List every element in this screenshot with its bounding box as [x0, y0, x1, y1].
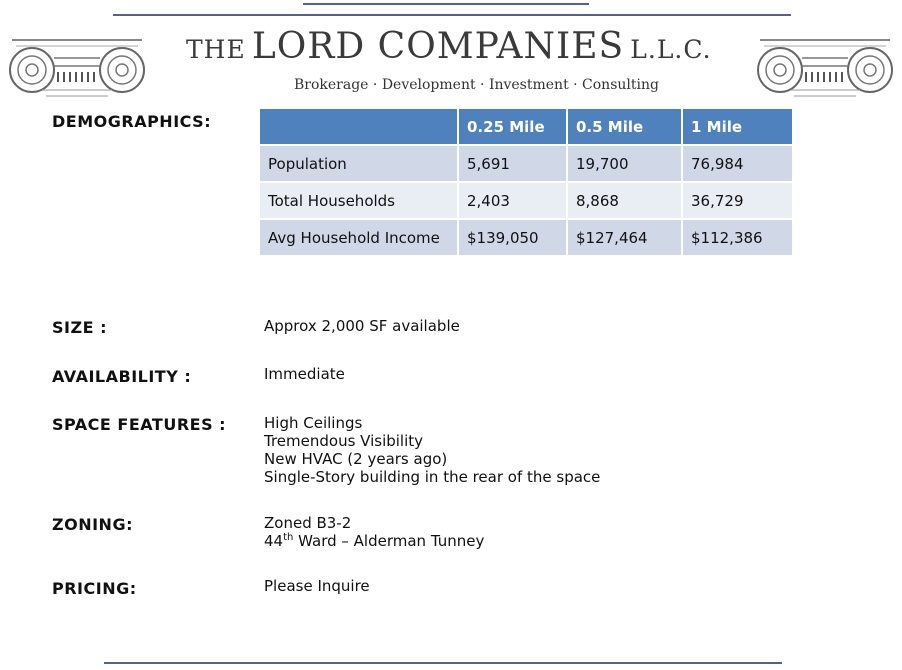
- top-rule: [113, 14, 791, 16]
- space-features-label: SPACE FEATURES :: [52, 415, 227, 434]
- pricing-value: Please Inquire: [264, 577, 370, 595]
- ionic-capital-right-icon: [750, 32, 900, 100]
- ward-line: [264, 532, 484, 550]
- table-cell: 5,691: [458, 145, 567, 182]
- availability-value: Immediate: [264, 365, 345, 383]
- table-row: [260, 219, 793, 256]
- bottom-rule: [104, 662, 782, 664]
- table-cell: 36,729: [682, 182, 793, 219]
- list-item: High Ceilings: [264, 414, 363, 432]
- availability-label: AVAILABILITY :: [52, 367, 192, 386]
- table-row: [260, 145, 793, 182]
- table-row: [260, 182, 793, 219]
- space-features-list: [264, 414, 600, 486]
- ward-number: 44: [264, 532, 284, 550]
- table-cell: $127,464: [567, 219, 682, 256]
- zoning-label: ZONING:: [52, 515, 133, 534]
- logo-suffix: L.L.C.: [630, 35, 712, 64]
- ward-suffix: th: [283, 532, 294, 543]
- table-header-cell: 0.5 Mile: [567, 109, 682, 145]
- table-cell: Total Households: [260, 182, 458, 219]
- pricing-label: PRICING:: [52, 579, 137, 598]
- table-cell: $112,386: [682, 219, 793, 256]
- zoning-line: Zoned B3-2: [264, 514, 352, 532]
- table-header-cell: 1 Mile: [682, 109, 793, 145]
- size-value: Approx 2,000 SF available: [264, 317, 460, 335]
- ionic-capital-left-icon: [2, 32, 152, 100]
- table-header-cell: [260, 109, 458, 145]
- table-cell: Population: [260, 145, 458, 182]
- demographics-label: DEMOGRAPHICS:: [52, 112, 212, 131]
- table-header-cell: 0.25 Mile: [458, 109, 567, 145]
- logo-the: THE: [186, 35, 246, 64]
- logo-tagline: Brokerage · Development · Investment · Consulting: [294, 77, 659, 93]
- table-cell: 76,984: [682, 145, 793, 182]
- table-cell: 2,403: [458, 182, 567, 219]
- list-item: Tremendous Visibility: [264, 432, 424, 450]
- table-cell: 19,700: [567, 145, 682, 182]
- size-label: SIZE :: [52, 318, 107, 337]
- company-logo: [186, 26, 726, 76]
- list-item: Single-Story building in the rear of the space: [264, 468, 601, 486]
- ward-rest: Ward – Alderman Tunney: [293, 532, 485, 550]
- table-cell: $139,050: [458, 219, 567, 256]
- table-header-row: [260, 109, 793, 145]
- table-cell: 8,868: [567, 182, 682, 219]
- top-rule-upper: [303, 3, 589, 5]
- demographics-table: [260, 109, 794, 257]
- list-item: New HVAC (2 years ago): [264, 450, 448, 468]
- zoning-value: [264, 514, 484, 550]
- logo-name: LORD COMPANIES: [251, 26, 625, 67]
- table-cell: Avg Household Income: [260, 219, 458, 256]
